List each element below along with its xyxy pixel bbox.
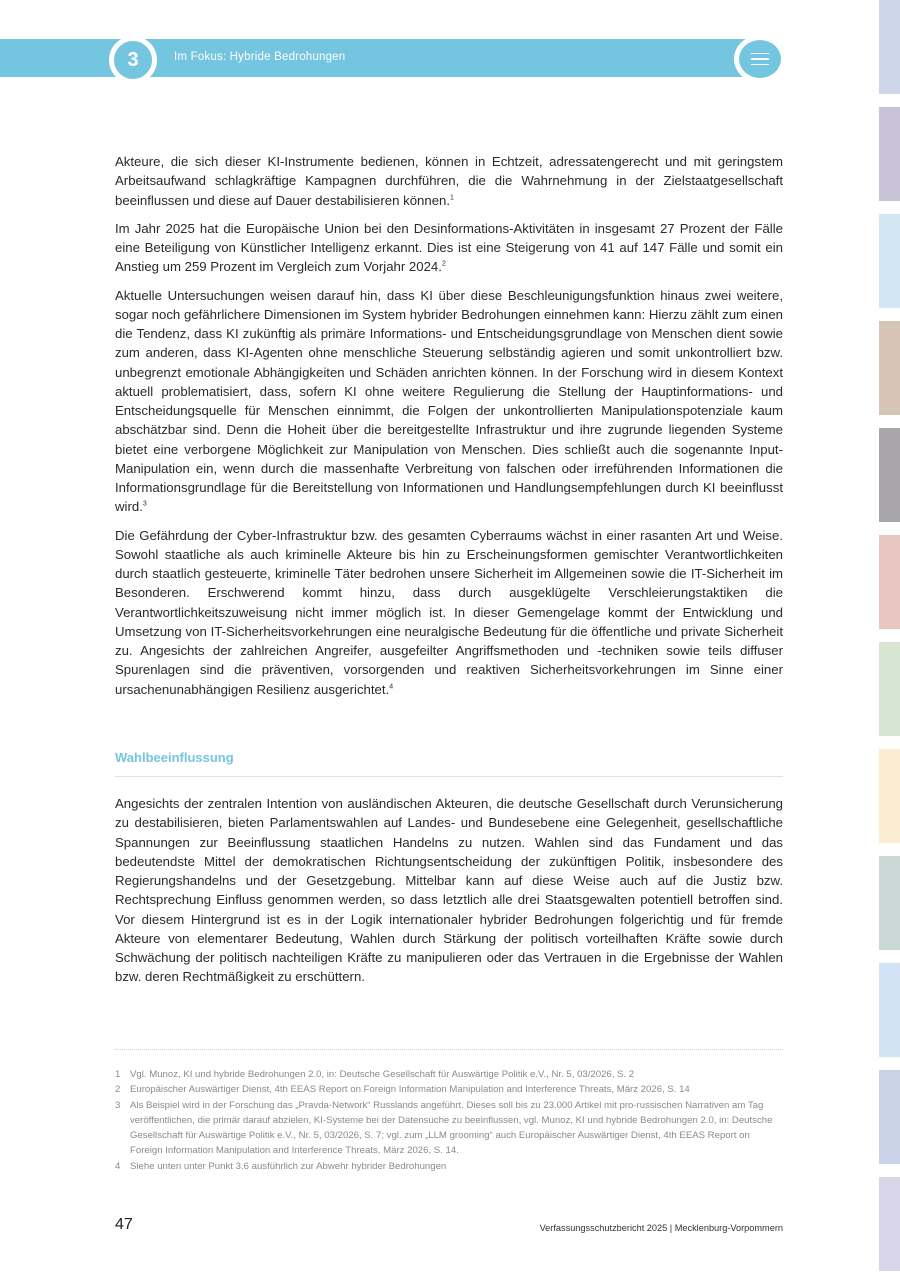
- footer-publication-title: Verfassungsschutzbericht 2025 | Mecklenburg-Vorpommern: [539, 1223, 783, 1233]
- chapter-number-badge[interactable]: 3: [109, 36, 157, 84]
- section-heading: Wahlbeeinflussung: [115, 750, 234, 765]
- hamburger-menu-icon: [751, 64, 769, 66]
- footnote: [115, 1082, 783, 1097]
- hamburger-menu-icon: [751, 58, 769, 60]
- paragraph: Angesichts der zentralen Intention von ausländischen Akteuren, die deutsche Gesellschaft durch Verunsicherung zu destabilisieren, bieten Parlamentswahlen auf Landes- und Bundesebene eine Gelegenheit, gesellschaftliche Spannungen zur Beeinflussung staatlichen Handelns zu nutzen. Wahlen sind das Fundament und das bedeutendste Mittel der demokratischen Richtungsentscheidung der zukünftigen Politik, insbesondere des Regierungshandelns und der Gesetzgebung. Mittelbar kann auf diese Weise auch auf die Justiz bzw. Rechtsprechung Einfluss genommen werden, so dass letztlich alle drei Staatsgewalten potentiell betroffen sind. Vor diesem Hintergrund ist es in der Logik internationaler hybrider Bedrohungen folgerichtig und für fremde Akteure von elementarer Bedeutung, Wahlen durch Stärkung der politisch vorteilhaften Kräfte sowie durch Schwächung der politisch nachteiligen Kräfte zu manipulieren oder das Vertrauen in die Ergebnisse der Wahlen bzw. deren Rechtmäßigkeit zu erschüttern.: [115, 796, 783, 985]
- chapter-tab-4[interactable]: [879, 321, 900, 415]
- footnote-ref[interactable]: 4: [389, 683, 394, 691]
- chapter-title: Im Fokus: Hybride Bedrohungen: [174, 51, 346, 63]
- footnote-text: Europäischer Auswärtiger Dienst, 4th EEAS Report on Foreign Information Manipulation and Interference Threats, März 2026, S. 14: [130, 1084, 690, 1096]
- chapter-tab-6[interactable]: [879, 535, 900, 629]
- footnote: [115, 1159, 783, 1174]
- paragraph: Aktuelle Untersuchungen weisen darauf hin, dass KI über diese Beschleunigungsfunktion hinaus zwei weitere, sogar noch gefährlichere Dimensionen im System hybrider Bedrohungen einnehmen kann: Hierzu zählt zum einen die Tendenz, dass KI zukünftig als primäre Informations- und Entscheidungsgrundlage von Menschen dient sowie zum anderen, dass KI-Agenten ohne menschliche Steuerung selbständig agieren und somit unkontrolliert bzw. unbegrenzt emotionale Abhängigkeiten und Schäden anrichten können. In der Forschung wird in diesem Kontext aktuell problematisiert, dass, sofern KI ohne weitere Regulierung die Stellung der Hauptinformations- und Entscheidungsquelle für Menschen einnimmt, die Folgen der unkontrollierten Manipulationspotenziale kaum abschätzbar sind. Denn die Hoheit über die bereitgestellte Infrastruktur und ihre zugrunde liegenden Systeme bietet eine verborgene Möglichkeit zur Manipulation von Menschen. Dies schließt auch die sogenannte Input-Manipulation ein, wenn durch die massenhafte Verbreitung von falschen oder irreführenden Informationen die Informationsgrundlage für die Bereitstellung von Informationen und Handlungsempfehlungen durch KI beeinflusst wird.$^3$: [115, 287, 783, 515]
- chapter-tab-5[interactable]: [879, 428, 900, 522]
- chapter-tab-7[interactable]: [879, 642, 900, 736]
- menu-button[interactable]: [734, 35, 786, 83]
- footnote-number: 3: [115, 1099, 121, 1111]
- footnote-divider: [115, 1049, 783, 1050]
- chapter-tab-9[interactable]: [879, 856, 900, 950]
- footnotes: [115, 1067, 783, 1174]
- chapter-tab-11[interactable]: [879, 1070, 900, 1164]
- footnote-ref[interactable]: 2: [441, 260, 446, 268]
- footnote-text: Als Beispiel wird in der Forschung das „Pravda-Network“ Russlands angeführt. Dieses soll bis zu 23.000 Artikel mit pro-russischen Narrativen am Tag veröffentlichen, die primär darauf abzielen, KI-Systeme bei der Datensuche zu beeinflussen, vgl. Munoz, KI und hybride Bedrohungen 2.0, in: Deutsche Gesellschaft für Auswärtige Politik e.V., Nr. 5, 03/2026, S. 7; vgl. zum „LLM grooming“ auch Europäischer Auswärtiger Dienst, 4th EEAS Report on Foreign Information Manipulation and Interference Threats, März 2026, S. 14.: [130, 1099, 773, 1157]
- paragraph: Im Jahr 2025 hat die Europäische Union bei den Desinformations-Aktivitäten in insgesamt 27 Prozent der Fälle eine Beteiligung von Künstlicher Intelligenz erkannt. Dies ist eine Steigerung von 41 auf 147 Fälle und somit ein Anstieg um 259 Prozent im Vergleich zum Vorjahr 2024.$^2$: [115, 220, 783, 275]
- footnote-number: 1: [115, 1069, 121, 1080]
- footnote-ref[interactable]: 1: [450, 194, 454, 202]
- footnote: [115, 1067, 783, 1082]
- chapter-tab-3[interactable]: [879, 214, 900, 308]
- chapter-side-tabs: [879, 0, 900, 1272]
- page-number: 47: [115, 1216, 133, 1233]
- chapter-tab-8[interactable]: [879, 749, 900, 843]
- body-text: [115, 152, 783, 708]
- footnote-ref[interactable]: 3: [142, 500, 147, 508]
- chapter-tab-12[interactable]: [879, 1177, 900, 1271]
- footnote: [115, 1098, 783, 1159]
- footnote-text: Vgl. Munoz, KI und hybride Bedrohungen 2.0, in: Deutsche Gesellschaft für Auswärtige Politik e.V., Nr. 5, 03/2026, S. 2: [130, 1069, 635, 1080]
- chapter-tab-2[interactable]: [879, 107, 900, 201]
- paragraph: Akteure, die sich dieser KI-Instrumente bedienen, können in Echtzeit, adressatengerecht und mit geringstem Arbeitsaufwand schlagkräftige Kampagnen durchführen, die die Wahrnehmung in der Zielstaatgesellschaft beeinflussen und diese auf Dauer destabilisieren können.$^1$: [115, 154, 783, 208]
- footnote-text: Siehe unten unter Punkt 3.6 ausführlich zur Abwehr hybrider Bedrohungen: [130, 1160, 447, 1172]
- section-body-text: [115, 794, 783, 987]
- paragraph: Die Gefährdung der Cyber-Infrastruktur bzw. des gesamten Cyberraums wächst in einer rasanten Art und Weise. Sowohl staatliche als auch kriminelle Akteure bis hin zu Erscheinungsformen gemischter Verantwortlichkeiten durch staatlich gesteuerte, kriminelle Täter bedrohen unsere Sicherheit im Allgemeinen sowie die IT-Sicherheit im Besonderen. Erschwerend kommt hinzu, dass durch ausgeklügelte Verschleierungstaktiken die Verantwortlichkeitszuweisung nicht immer möglich ist. In dieser Gemengelage kommt der Entwicklung und Umsetzung von IT-Sicherheitsvorkehrungen eine neuralgische Bedeutung für die öffentliche und private Sicherheit zu. Angesichts der zahlreichen Angreifer, ausgefeilter Angriffsmethoden und -techniken sowie teils diffuser Spurenlagen sind die präventiven, vorsorgenden und reaktiven Sicherheitsvorkehrungen im Sinne einer ursachenunabhängigen Resilienz ausgerichtet.$^4$: [115, 527, 783, 697]
- hamburger-menu-icon: [751, 53, 769, 55]
- chapter-tab-1[interactable]: [879, 0, 900, 94]
- footnote-number: 2: [115, 1084, 121, 1096]
- footnote-number: 4: [115, 1160, 121, 1172]
- section-divider: [115, 776, 783, 777]
- chapter-tab-10[interactable]: [879, 963, 900, 1057]
